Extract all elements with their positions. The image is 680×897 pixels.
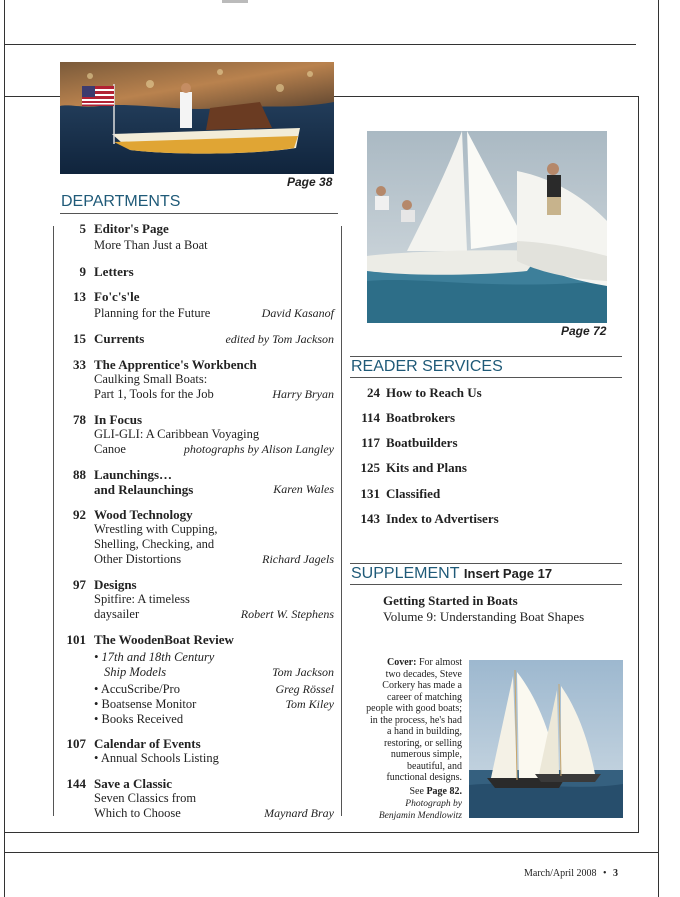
item-number: 24	[367, 385, 380, 400]
bullet-text: Annual Schools Listing	[100, 751, 219, 765]
reader-service-kits-and-plans[interactable]	[355, 460, 467, 476]
bullet-text: Books Received	[101, 712, 184, 726]
item-label: Boatbuilders	[386, 435, 458, 450]
item-author: Richard Jagels	[262, 552, 334, 566]
item-label: Kits and Plans	[386, 460, 467, 475]
supplement-heading: SUPPLEMENT	[351, 565, 460, 582]
item-label: Boatbrokers	[386, 410, 456, 425]
item-label: Index to Advertisers	[386, 511, 499, 526]
item-number: 97	[73, 577, 86, 592]
item-title: Calendar of Events	[94, 736, 201, 751]
page-number: 3	[613, 868, 619, 879]
item-subtitle: More Than Just a Boat	[94, 238, 208, 252]
item-subtitle: Canoe	[94, 442, 126, 456]
page-border-left	[4, 0, 5, 897]
cover-label: Cover:	[387, 657, 417, 668]
item-author: Karen Wales	[273, 482, 334, 496]
departments-rule	[60, 213, 338, 214]
box-bottom-rule	[4, 832, 639, 833]
cover-line: For almost	[418, 657, 462, 668]
item-subtitle: Planning for the Future	[94, 306, 211, 320]
supplement-insert-page: Insert Page 17	[463, 566, 553, 581]
review-bullet: • Books Received	[94, 712, 184, 726]
bullet-text: Boatsense Monitor	[101, 697, 197, 711]
calendar-bullet: • Annual Schools Listing	[94, 751, 219, 765]
item-number: 114	[361, 410, 380, 425]
cover-line: career of matching	[387, 691, 462, 703]
item-title: The WoodenBoat Review	[94, 632, 234, 647]
right-photo	[367, 131, 607, 323]
item-author: photographs by Alison Langley	[183, 442, 334, 456]
item-label: Classified	[386, 486, 441, 501]
item-number: 143	[360, 511, 380, 526]
item-author: Tom Kiley	[285, 697, 334, 711]
top-tab	[222, 0, 248, 3]
cover-line: in the process, he's had	[369, 714, 462, 726]
item-title: Save a Classic	[94, 776, 172, 791]
item-number: 125	[360, 460, 380, 475]
item-title: Designs	[94, 577, 137, 592]
item-number: 101	[66, 632, 86, 647]
item-number: 5	[79, 221, 86, 236]
item-subtitle: Which to Choose	[94, 806, 181, 820]
item-subtitle: Caulking Small Boats:	[94, 372, 208, 386]
item-subtitle: GLI-GLI: A Caribbean Voyaging	[94, 427, 260, 441]
issue-date: March/April 2008	[524, 868, 597, 879]
item-author: Harry Bryan	[272, 387, 334, 401]
item-subtitle: Part 1, Tools for the Job	[94, 387, 214, 401]
item-label: How to Reach Us	[386, 385, 482, 400]
cover-line: restoring, or selling	[383, 737, 462, 749]
cover-photo	[469, 660, 623, 818]
item-author: Greg Rössel	[275, 682, 334, 696]
cover-description	[346, 657, 462, 822]
cover-credit: Photograph by	[405, 799, 462, 809]
item-number: 9	[79, 264, 86, 279]
item-author: edited by Tom Jackson	[225, 332, 334, 346]
cover-line: Corkery has made a	[382, 680, 462, 691]
review-bullet: • 17th and 18th Century	[94, 650, 215, 664]
item-subtitle: daysailer	[94, 607, 140, 621]
item-number: 13	[73, 289, 86, 304]
supplement-rule	[350, 584, 622, 585]
item-subtitle: Other Distortions	[94, 552, 182, 566]
item-subtitle: Spitfire: A timeless	[94, 592, 190, 606]
cover-see-page[interactable]: Page 82.	[426, 785, 462, 797]
reader-service-boatbrokers[interactable]	[355, 410, 455, 426]
item-number: 107	[66, 736, 86, 751]
cover-line: people with good boats;	[366, 703, 462, 714]
departments-heading: DEPARTMENTS	[61, 193, 181, 210]
reader-services-heading: READER SERVICES	[351, 358, 503, 375]
item-number: 88	[73, 467, 86, 482]
footer-bullet: •	[603, 868, 607, 879]
item-title: Currents	[94, 331, 145, 346]
cover-see: See	[409, 785, 424, 797]
item-title: Launchings…	[94, 467, 173, 482]
item-number: 78	[73, 412, 86, 427]
item-number: 33	[73, 357, 86, 372]
reader-service-boatbuilders[interactable]	[355, 435, 458, 451]
bullet-text: AccuScribe/Pro	[100, 682, 180, 696]
supplement-heading-row	[351, 565, 552, 583]
review-bullet: • AccuScribe/Pro	[94, 682, 180, 696]
item-title: Wood Technology	[94, 507, 193, 522]
reader-service-classified[interactable]	[355, 486, 440, 502]
item-number: 144	[66, 776, 86, 791]
item-title: The Apprentice's Workbench	[94, 357, 257, 372]
item-author: Robert W. Stephens	[240, 607, 334, 621]
top-photo	[60, 62, 334, 174]
right-photo-caption: Page 72	[561, 324, 607, 338]
item-number: 131	[360, 486, 380, 501]
reader-services-top-rule	[350, 356, 622, 357]
item-number: 92	[73, 507, 86, 522]
footer-rule	[4, 852, 658, 853]
item-title: and Relaunchings	[94, 482, 194, 497]
item-author: David Kasanof	[261, 306, 334, 320]
review-bullet: • Boatsense Monitor	[94, 697, 197, 711]
page-border-right	[658, 0, 659, 897]
supplement-title[interactable]: Getting Started in Boats	[383, 593, 518, 608]
page-footer	[524, 868, 618, 879]
cover-line: functional designs.	[386, 772, 462, 783]
box-right-rule	[638, 96, 639, 832]
bullet-text: Ship Models	[104, 665, 167, 679]
item-title: In Focus	[94, 412, 143, 427]
departments-right-rule	[341, 226, 342, 816]
top-photo-caption: Page 38	[287, 175, 333, 189]
top-rule	[4, 44, 636, 45]
item-number: 117	[361, 435, 380, 450]
cover-line: numerous simple,	[390, 749, 462, 760]
cover-line: a hand in building,	[387, 726, 462, 737]
item-subtitle: Wrestling with Cupping,	[94, 522, 218, 536]
cover-line: two decades, Steve	[385, 668, 462, 680]
item-number: 15	[73, 331, 86, 346]
supplement-subtitle: Volume 9: Understanding Boat Shapes	[383, 609, 585, 624]
item-title: Editor's Page	[94, 221, 169, 236]
bullet-text: 17th and 18th Century	[101, 650, 215, 664]
departments-list	[54, 221, 334, 821]
reader-service-index-to-advertisers[interactable]	[355, 511, 499, 527]
reader-service-how-to-reach-us[interactable]	[355, 385, 482, 401]
cover-credit-name: Benjamin Mendlowitz	[378, 810, 462, 821]
cover-line: beautiful, and	[407, 760, 462, 772]
supplement-top-rule	[350, 563, 622, 564]
item-author: Tom Jackson	[272, 665, 334, 679]
item-author: Maynard Bray	[264, 806, 334, 820]
item-subtitle: Seven Classics from	[94, 791, 197, 805]
item-title: Fo'c's'le	[94, 289, 140, 304]
item-subtitle: Shelling, Checking, and	[94, 537, 215, 551]
reader-services-rule	[350, 377, 622, 378]
item-title: Letters	[94, 264, 134, 279]
